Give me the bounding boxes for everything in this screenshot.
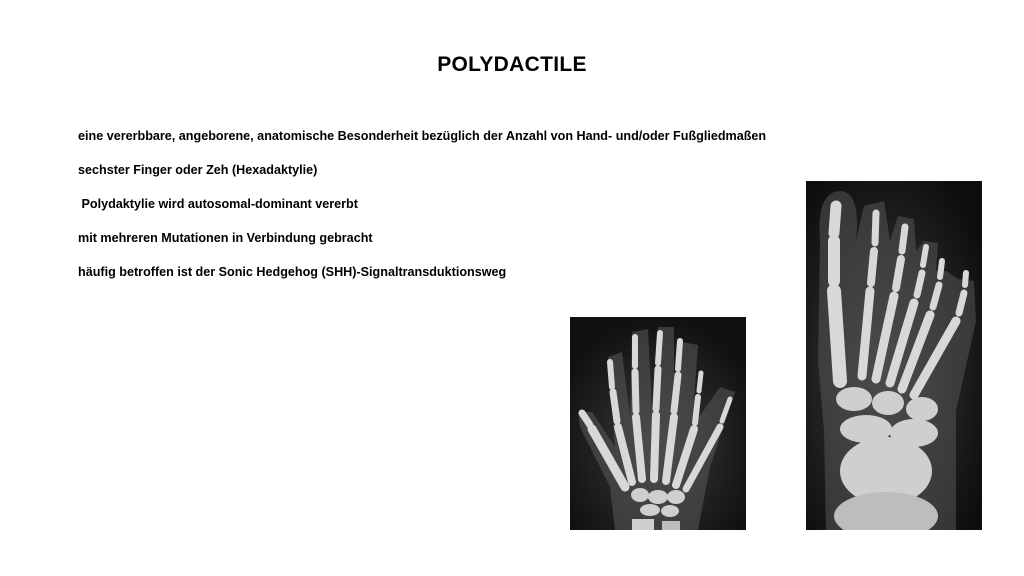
bullet-item: häufig betroffen ist der Sonic Hedgehog (SHH)-Signaltransduktionsweg — [78, 265, 507, 279]
bullet-item: mit mehreren Mutationen in Verbindung gebracht — [78, 231, 373, 245]
foot-xray-icon — [806, 181, 982, 530]
hand-xray-icon — [570, 317, 746, 530]
bullet-list — [78, 128, 766, 298]
bullet-item: Polydaktylie wird autosomal-dominant vererbt — [78, 197, 358, 211]
bullet-item: eine vererbbare, angeborene, anatomische Besonderheit bezüglich der Anzahl von Hand- und/oder Fußgliedmaßen — [78, 129, 767, 143]
bullet-item: sechster Finger oder Zeh (Hexadaktylie) — [78, 163, 318, 177]
foot-xray-image — [806, 181, 982, 530]
hand-xray-image — [570, 317, 746, 530]
slide-title: POLYDACTILE — [437, 53, 587, 76]
